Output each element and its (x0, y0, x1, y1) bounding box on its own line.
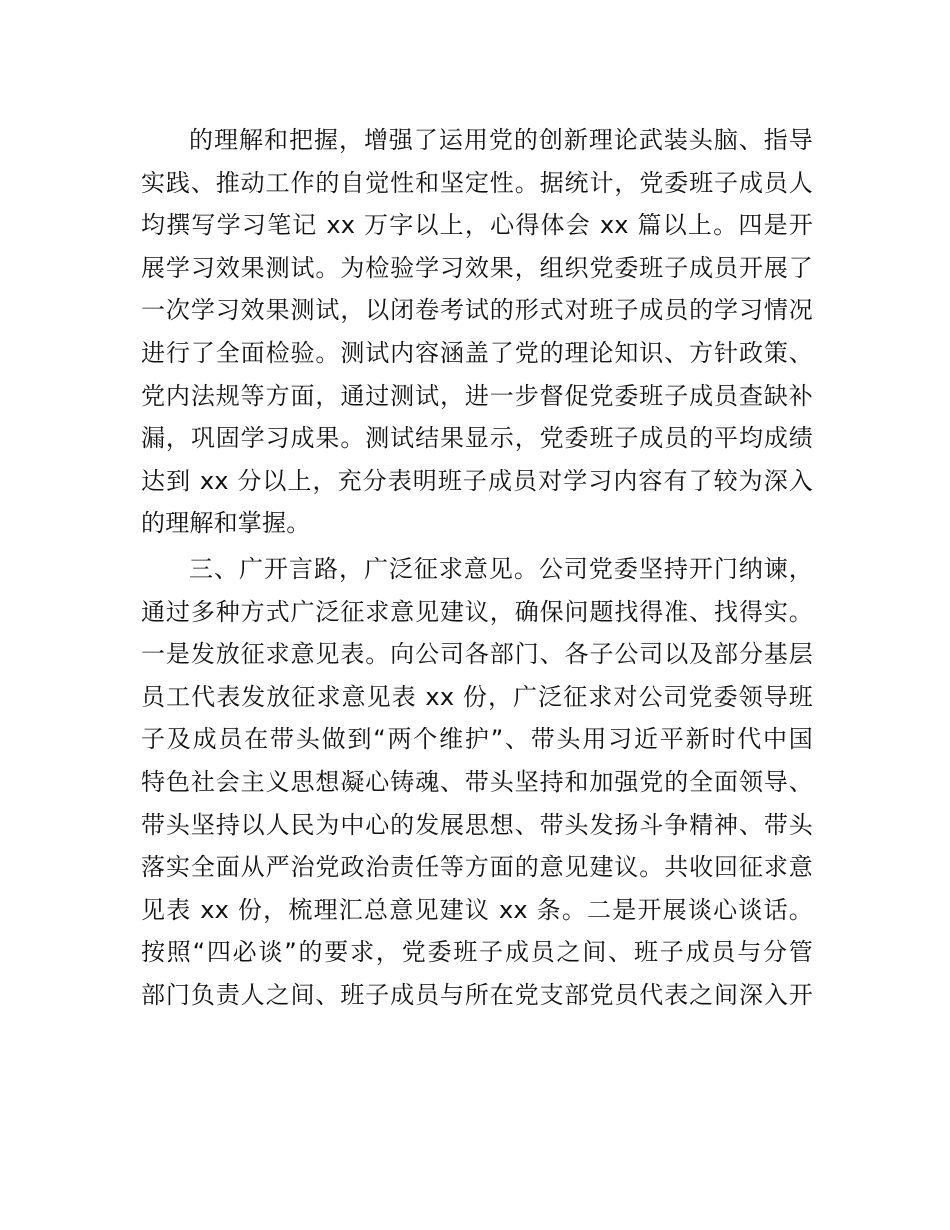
text-line: 带头坚持以人民为中心的发展思想、带头发扬斗争精神、带头 (141, 810, 813, 839)
text-line: 进行了全面检验。测试内容涵盖了党的理论知识、方针政策、 (141, 338, 813, 367)
text-line: 通过多种方式广泛征求意见建议，确保问题找得准、找得实。 (141, 597, 813, 626)
text-line: 特色社会主义思想凝心铸魂、带头坚持和加强党的全面领导、 (141, 767, 813, 796)
text-line: 展学习效果测试。为检验学习效果，组织党委班子成员开展了 (141, 253, 813, 282)
text-line: 见表 xx 份，梳理汇总意见建议 xx 条。二是开展谈心谈话。 (141, 895, 813, 924)
document-body (141, 119, 813, 1016)
text-line: 落实全面从严治党政治责任等方面的意见建议。共收回征求意 (141, 853, 813, 882)
paragraph-solicit-opinions (141, 548, 813, 1017)
text-line: 达到 xx 分以上，充分表明班子成员对学习内容有了较为深入 (141, 466, 813, 495)
text-line: 均撰写学习笔记 xx 万字以上，心得体会 xx 篇以上。四是开 (141, 211, 813, 240)
text-line: 实践、推动工作的自觉性和坚定性。据统计，党委班子成员人 (141, 168, 813, 197)
text-line: 部门负责人之间、班子成员与所在党支部党员代表之间深入开 (141, 980, 813, 1009)
text-line: 党内法规等方面，通过测试，进一步督促党委班子成员查缺补 (141, 381, 813, 410)
text-line: 按照“四必谈”的要求，党委班子成员之间、班子成员与分管 (141, 938, 813, 967)
text-line: 漏，巩固学习成果。测试结果显示，党委班子成员的平均成绩 (141, 424, 813, 453)
text-line: 的理解和掌握。 (141, 509, 311, 538)
text-line: 三、广开言路，广泛征求意见。公司党委坚持开门纳谏， (189, 554, 813, 583)
text-line: 子及成员在带头做到“两个维护”、带头用习近平新时代中国 (141, 725, 813, 754)
text-line: 员工代表发放征求意见表 xx 份，广泛征求对公司党委领导班 (141, 682, 813, 711)
text-line: 一次学习效果测试，以闭卷考试的形式对班子成员的学习情况 (141, 296, 813, 325)
text-line: 一是发放征求意见表。向公司各部门、各子公司以及部分基层 (141, 640, 813, 669)
text-line: 的理解和把握，增强了运用党的创新理论武装头脑、指导 (189, 126, 813, 154)
paragraph-study-results (141, 119, 813, 545)
